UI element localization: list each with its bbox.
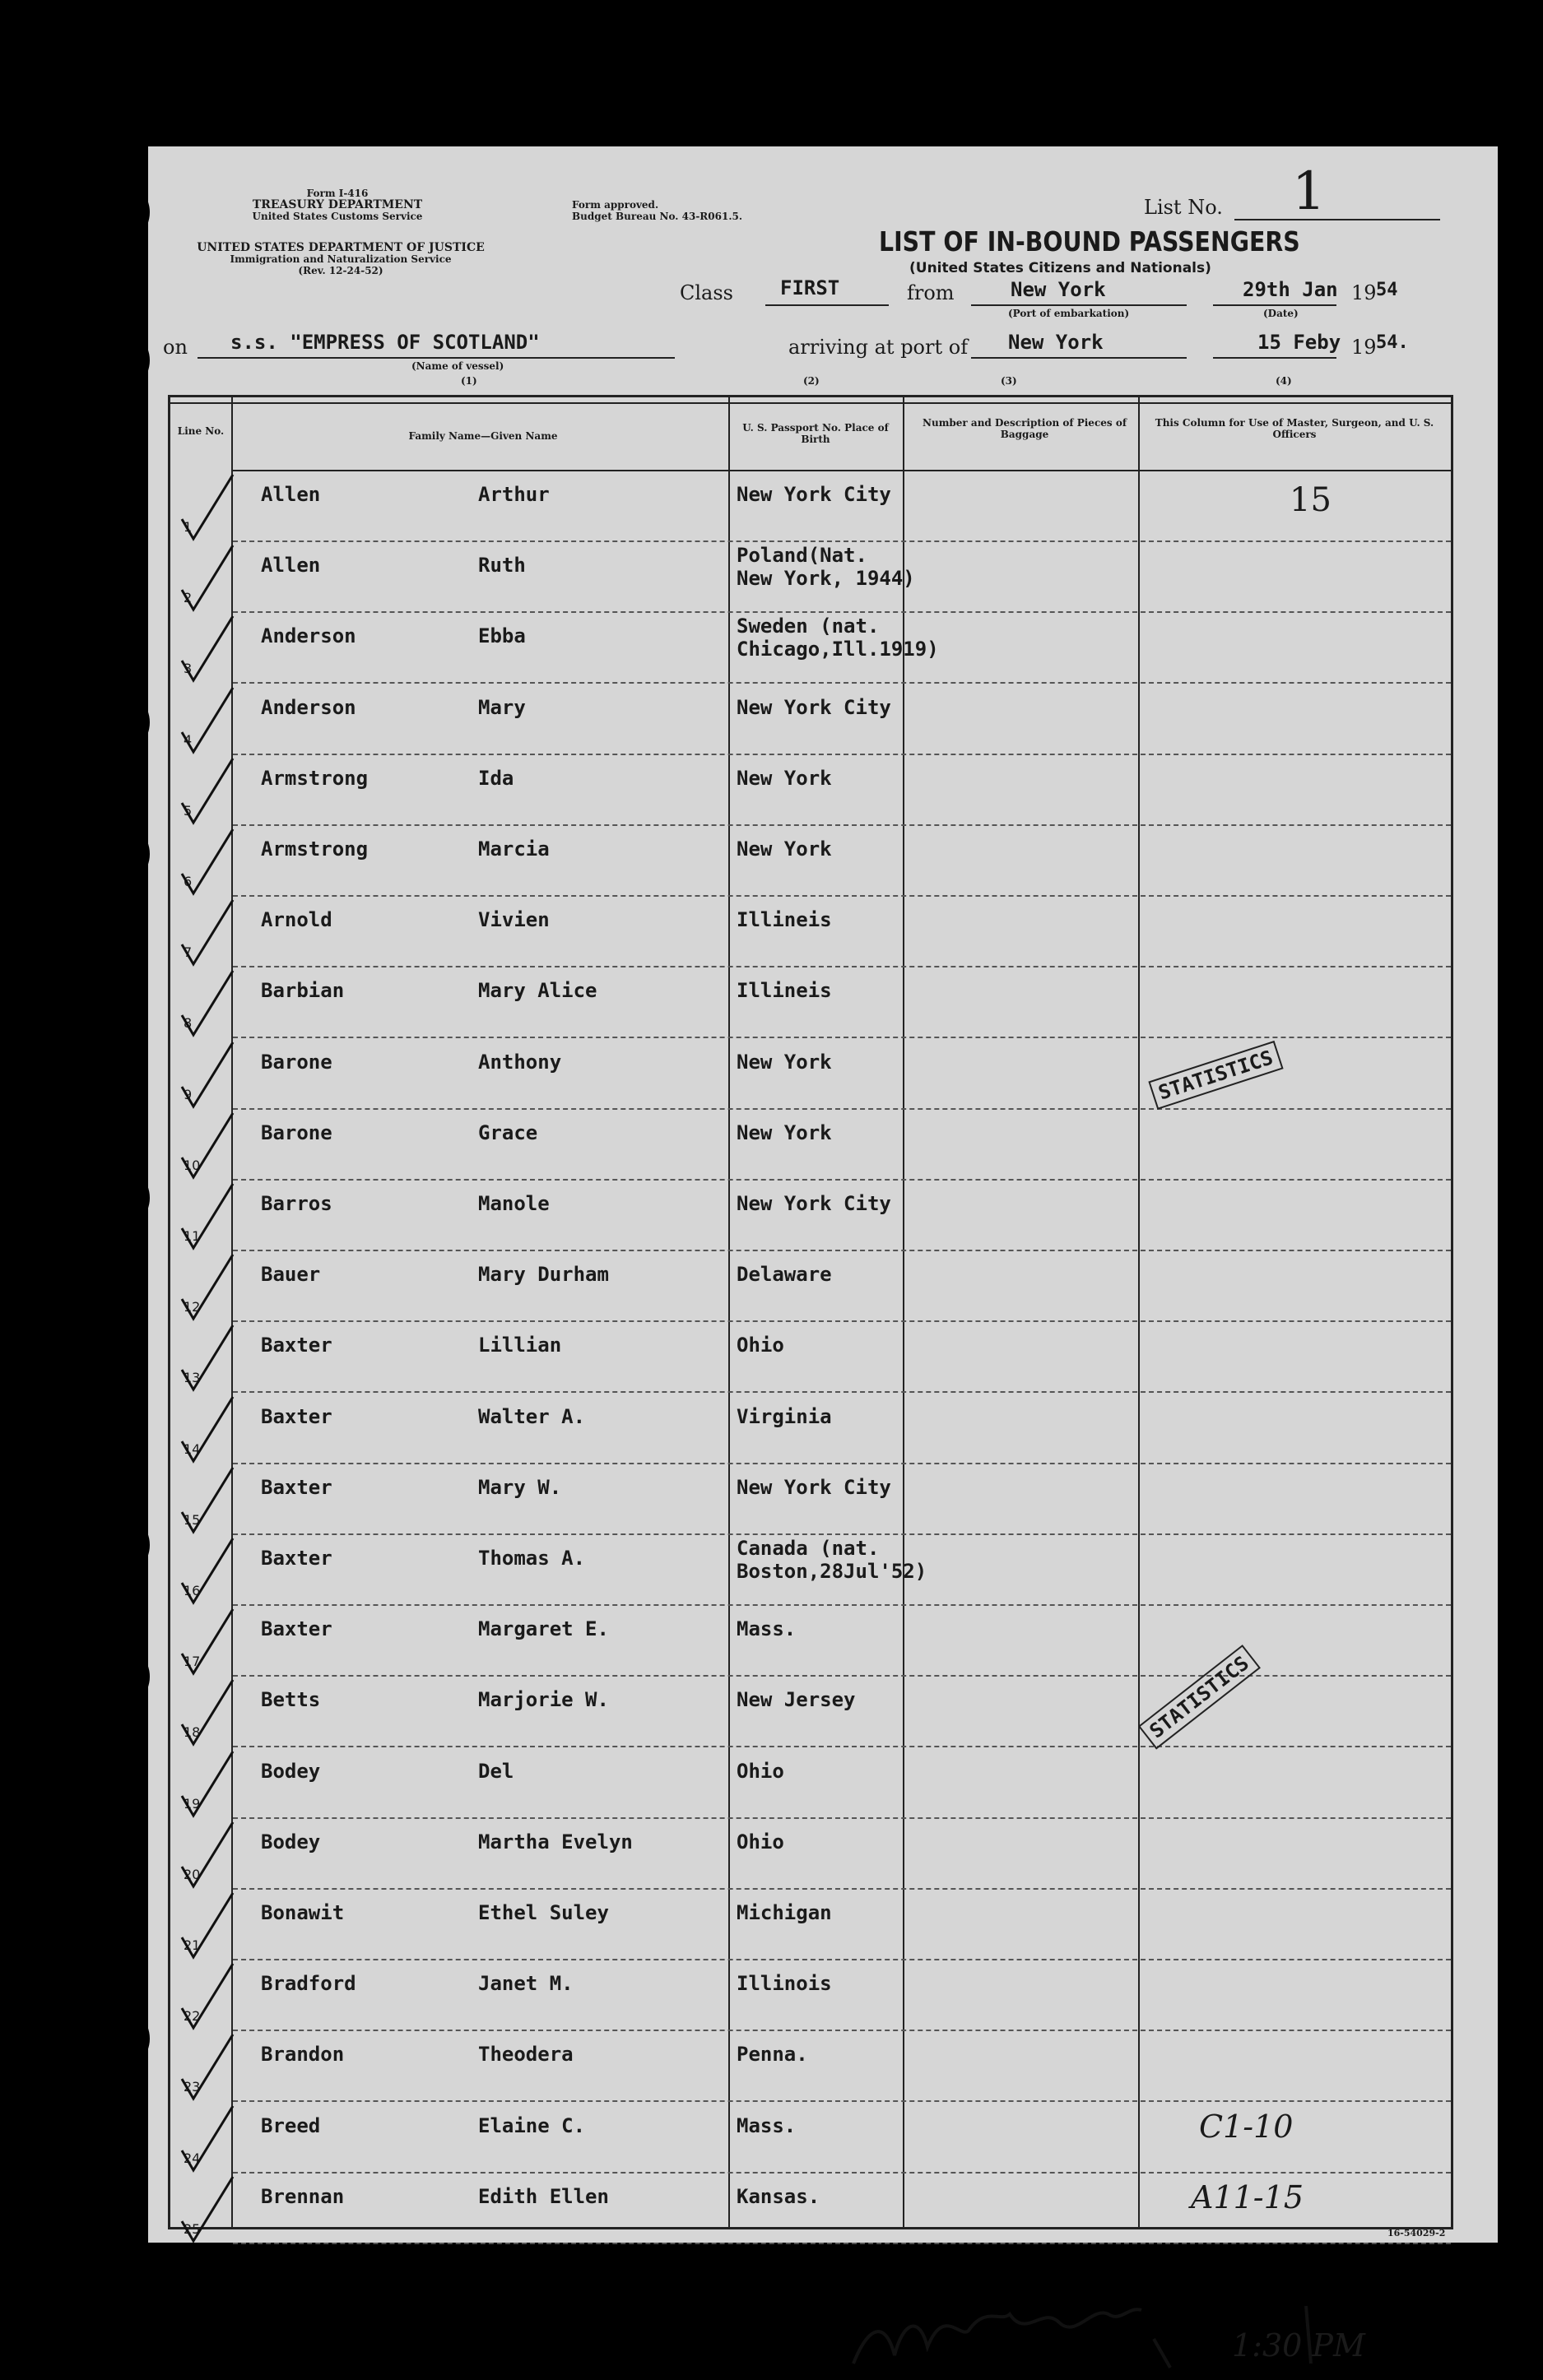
family-name: Anderson bbox=[261, 695, 356, 719]
line-number: 23 bbox=[184, 2079, 201, 2095]
family-name: Barone bbox=[261, 1120, 332, 1144]
family-name: Baxter bbox=[261, 1334, 332, 1357]
table-row bbox=[170, 1251, 1451, 1322]
family-name: Breed bbox=[261, 2113, 321, 2137]
line-number: 21 bbox=[184, 1937, 201, 1953]
check-mark-icon bbox=[175, 611, 241, 685]
family-name: Baxter bbox=[261, 1547, 332, 1570]
table-row bbox=[170, 684, 1451, 755]
given-name: Marjorie W. bbox=[478, 1688, 609, 1712]
check-mark-icon bbox=[175, 966, 241, 1040]
handwritten-time: 1:30 PM bbox=[1232, 2327, 1365, 2364]
line-number: 4 bbox=[184, 731, 193, 748]
place-of-birth: New York bbox=[737, 1050, 832, 1074]
arrival-port: New York bbox=[1008, 331, 1104, 354]
family-name: Armstrong bbox=[261, 837, 369, 861]
col-caption-4: (4) bbox=[1276, 375, 1292, 387]
departure-date: 29th Jan bbox=[1243, 278, 1338, 301]
place-of-birth: Virginia bbox=[737, 1404, 832, 1428]
given-name: Arthur bbox=[478, 483, 550, 506]
line-number: 19 bbox=[184, 1795, 201, 1812]
table-row bbox=[170, 613, 1451, 684]
family-name: Bodey bbox=[261, 1830, 321, 1853]
on-label: on bbox=[163, 336, 188, 359]
given-name: Del bbox=[478, 1759, 514, 1783]
arrival-date-rule bbox=[1213, 357, 1336, 359]
check-mark-icon bbox=[175, 2101, 241, 2175]
punch-hole bbox=[84, 179, 150, 245]
family-name: Betts bbox=[261, 1688, 321, 1712]
table-row bbox=[170, 1110, 1451, 1181]
from-value: New York bbox=[1011, 278, 1106, 301]
place-of-birth: Ohio bbox=[737, 1830, 784, 1853]
place-of-birth: Ohio bbox=[737, 1334, 784, 1357]
place-of-birth: New Jersey bbox=[737, 1688, 856, 1712]
family-name: Brennan bbox=[261, 2184, 345, 2208]
year-suffix-2: 54. bbox=[1376, 332, 1409, 353]
given-name: Mary Alice bbox=[478, 979, 597, 1003]
punch-hole bbox=[84, 1644, 150, 1710]
table-row bbox=[170, 1960, 1451, 2031]
arrival-date: 15 Feby bbox=[1257, 331, 1341, 354]
family-name: Bonawit bbox=[261, 1901, 345, 1924]
punch-hole bbox=[84, 2006, 150, 2071]
table-row bbox=[170, 1535, 1451, 1606]
passenger-count: 15 bbox=[1290, 481, 1332, 519]
place-of-birth-line2: Chicago,Ill.1919) bbox=[737, 638, 939, 661]
family-name: Barros bbox=[261, 1192, 332, 1215]
family-name: Bauer bbox=[261, 1263, 321, 1287]
family-name: Allen bbox=[261, 554, 321, 578]
given-name: Margaret E. bbox=[478, 1617, 609, 1641]
family-name: Barone bbox=[261, 1050, 332, 1074]
list-no-rule bbox=[1234, 219, 1440, 220]
punch-hole bbox=[84, 689, 150, 755]
given-name: Anthony bbox=[478, 1050, 562, 1074]
place-of-birth: Poland(Nat. bbox=[737, 544, 867, 568]
port-rule bbox=[971, 357, 1187, 359]
line-number: 1 bbox=[184, 519, 193, 535]
line-number: 17 bbox=[184, 1654, 201, 1670]
table-row bbox=[170, 755, 1451, 826]
line-number: 24 bbox=[184, 2150, 201, 2166]
punch-hole bbox=[84, 1512, 150, 1578]
family-name: Baxter bbox=[261, 1404, 332, 1428]
line-number: 11 bbox=[184, 1228, 201, 1244]
line-number: 15 bbox=[184, 1511, 201, 1528]
place-of-birth-line2: New York, 1944) bbox=[737, 567, 915, 591]
list-no-label: List No. bbox=[1144, 196, 1223, 219]
place-of-birth: New York City bbox=[737, 483, 891, 506]
given-name: Mary Durham bbox=[478, 1263, 609, 1287]
col-caption-1: (1) bbox=[461, 375, 477, 387]
handwritten-signature bbox=[845, 2290, 1339, 2380]
justice-department: UNITED STATES DEPARTMENT OF JUSTICE bbox=[197, 241, 485, 254]
place-of-birth: Mass. bbox=[737, 1617, 797, 1641]
check-mark-icon bbox=[175, 1108, 241, 1182]
place-of-birth: Canada (nat. bbox=[737, 1537, 880, 1560]
line-number: 16 bbox=[184, 1583, 201, 1598]
check-mark-icon bbox=[175, 895, 241, 969]
place-of-birth: Ohio bbox=[737, 1759, 784, 1783]
line-number: 20 bbox=[184, 1866, 201, 1882]
place-of-birth: Sweden (nat. bbox=[737, 615, 880, 638]
form-header-justice bbox=[160, 242, 522, 276]
place-of-birth: New York City bbox=[737, 1192, 891, 1215]
year-prefix-1: 19 bbox=[1351, 281, 1377, 304]
treasury-department: TREASURY DEPARTMENT bbox=[252, 198, 423, 211]
line-number: 13 bbox=[184, 1370, 201, 1386]
arriving-label: arriving at port of bbox=[788, 336, 969, 359]
form-header-left bbox=[251, 188, 424, 222]
table-top-rule bbox=[170, 402, 1451, 404]
check-mark-icon bbox=[175, 470, 241, 544]
from-rule bbox=[971, 304, 1187, 306]
check-mark-icon bbox=[175, 1392, 241, 1466]
line-number: 14 bbox=[184, 1441, 201, 1457]
check-mark-icon bbox=[175, 1533, 241, 1608]
table-row bbox=[170, 1394, 1451, 1464]
check-mark-icon bbox=[175, 1250, 241, 1324]
line-number: 10 bbox=[184, 1157, 201, 1173]
given-name: Ethel Suley bbox=[478, 1901, 609, 1924]
table-row bbox=[170, 471, 1451, 542]
family-name: Bradford bbox=[261, 1972, 356, 1996]
place-of-birth: New York City bbox=[737, 695, 891, 719]
line-number: 25 bbox=[184, 2220, 201, 2237]
family-name: Brandon bbox=[261, 2043, 345, 2067]
footer-code: 16-54029-2 bbox=[1387, 2228, 1446, 2238]
check-mark-icon bbox=[175, 1817, 241, 1891]
approval-block bbox=[572, 199, 742, 222]
customs-service: United States Customs Service bbox=[252, 211, 423, 222]
given-name: Theodera bbox=[478, 2043, 574, 2067]
check-mark-icon bbox=[175, 683, 241, 757]
vessel-rule bbox=[198, 357, 675, 359]
header-line-no: Line No. bbox=[177, 425, 225, 437]
header-name: Family Name—Given Name bbox=[408, 430, 558, 442]
page-title: LIST OF IN-BOUND PASSENGERS bbox=[879, 225, 1300, 257]
header-passport: U. S. Passport No. Place of Birth bbox=[742, 422, 889, 445]
check-mark-icon bbox=[175, 824, 241, 898]
class-rule bbox=[765, 304, 889, 306]
check-mark-icon bbox=[175, 540, 241, 615]
vessel-caption: (Name of vessel) bbox=[411, 360, 504, 372]
table-row bbox=[170, 1322, 1451, 1393]
family-name: Baxter bbox=[261, 1617, 332, 1641]
check-mark-icon bbox=[175, 754, 241, 828]
given-name: Grace bbox=[478, 1120, 538, 1144]
header-baggage: Number and Description of Pieces of Baggage bbox=[923, 417, 1127, 440]
vessel-name: s.s. "EMPRESS OF SCOTLAND" bbox=[230, 331, 540, 354]
ins-service: Immigration and Naturalization Service bbox=[230, 253, 452, 265]
table-row bbox=[170, 1748, 1451, 1819]
check-mark-icon bbox=[175, 1675, 241, 1749]
check-mark-icon bbox=[175, 1747, 241, 1821]
table-row bbox=[170, 1464, 1451, 1535]
given-name: Mary bbox=[478, 695, 526, 719]
handwritten-note: A11-15 bbox=[1191, 2179, 1304, 2215]
place-of-birth: New York bbox=[737, 837, 832, 861]
page-subtitle: (United States Citizens and Nationals) bbox=[909, 260, 1211, 276]
punch-hole bbox=[84, 327, 150, 393]
line-number: 8 bbox=[184, 1015, 193, 1032]
place-of-birth: Illineis bbox=[737, 979, 832, 1003]
line-number: 5 bbox=[184, 802, 193, 819]
table-row bbox=[170, 897, 1451, 967]
given-name: Vivien bbox=[478, 908, 550, 932]
place-of-birth: New York bbox=[737, 766, 832, 790]
family-name: Bodey bbox=[261, 1759, 321, 1783]
check-mark-icon bbox=[175, 2172, 241, 2246]
table-row bbox=[170, 1677, 1451, 1747]
place-of-birth: Illinois bbox=[737, 1972, 832, 1996]
line-number: 3 bbox=[184, 661, 193, 677]
given-name: Manole bbox=[478, 1192, 550, 1215]
family-name: Anderson bbox=[261, 624, 356, 648]
line-number: 22 bbox=[184, 2008, 201, 2025]
given-name: Martha Evelyn bbox=[478, 1830, 633, 1853]
check-mark-icon bbox=[175, 1959, 241, 2033]
col-caption-3: (3) bbox=[1001, 375, 1017, 387]
table-row bbox=[170, 542, 1451, 613]
check-mark-icon bbox=[175, 1179, 241, 1253]
check-mark-icon bbox=[175, 1037, 241, 1111]
from-caption: (Port of embarkation) bbox=[1008, 308, 1130, 319]
line-number: 9 bbox=[184, 1086, 193, 1102]
budget-bureau: Budget Bureau No. 43-R061.5. bbox=[572, 211, 743, 222]
family-name: Barbian bbox=[261, 979, 345, 1003]
date-rule bbox=[1213, 304, 1336, 306]
form-number: Form I-416 bbox=[306, 188, 369, 199]
place-of-birth: Penna. bbox=[737, 2043, 808, 2067]
statistics-stamp: STATISTICS bbox=[1148, 1041, 1283, 1110]
header-officers: This Column for Use of Master, Surgeon, and U. S. Officers bbox=[1155, 417, 1434, 440]
place-of-birth: New York City bbox=[737, 1475, 891, 1499]
line-number: 7 bbox=[184, 944, 193, 961]
handwritten-note: C1-10 bbox=[1199, 2109, 1294, 2145]
family-name: Armstrong bbox=[261, 766, 369, 790]
place-of-birth-line2: Boston,28Jul'52) bbox=[737, 1560, 927, 1583]
given-name: Ida bbox=[478, 766, 514, 790]
year-suffix-1: 54 bbox=[1376, 280, 1398, 300]
place-of-birth: Mass. bbox=[737, 2113, 797, 2137]
check-mark-icon bbox=[175, 1463, 241, 1537]
given-name: Walter A. bbox=[478, 1404, 586, 1428]
check-mark-icon bbox=[175, 1320, 241, 1394]
table-row bbox=[170, 967, 1451, 1038]
line-number: 2 bbox=[184, 590, 193, 606]
document-page bbox=[148, 146, 1498, 2364]
family-name: Arnold bbox=[261, 908, 332, 932]
class-label: Class bbox=[680, 281, 733, 304]
line-number: 12 bbox=[184, 1299, 201, 1315]
list-no-value: 1 bbox=[1292, 161, 1326, 222]
given-name: Elaine C. bbox=[478, 2113, 586, 2137]
place-of-birth: Kansas. bbox=[737, 2184, 820, 2208]
given-name: Thomas A. bbox=[478, 1547, 586, 1570]
form-revision: (Rev. 12-24-52) bbox=[298, 265, 383, 276]
statistics-stamp: STATISTICS bbox=[1138, 1645, 1261, 1749]
family-name: Baxter bbox=[261, 1475, 332, 1499]
given-name: Marcia bbox=[478, 837, 550, 861]
punch-hole bbox=[84, 821, 150, 887]
class-value: FIRST bbox=[780, 276, 840, 299]
table-row bbox=[170, 1890, 1451, 1960]
col-caption-2: (2) bbox=[803, 375, 820, 387]
line-number: 6 bbox=[184, 874, 193, 889]
given-name: Edith Ellen bbox=[478, 2184, 609, 2208]
given-name: Ruth bbox=[478, 554, 526, 578]
date-caption: (Date) bbox=[1263, 308, 1299, 319]
place-of-birth: Delaware bbox=[737, 1263, 832, 1287]
check-mark-icon bbox=[175, 1888, 241, 1962]
family-name: Allen bbox=[261, 483, 321, 506]
from-label: from bbox=[907, 281, 955, 304]
given-name: Janet M. bbox=[478, 1972, 574, 1996]
year-prefix-2: 19 bbox=[1351, 336, 1377, 359]
table-row bbox=[170, 1819, 1451, 1890]
given-name: Ebba bbox=[478, 624, 526, 648]
given-name: Lillian bbox=[478, 1334, 562, 1357]
punch-hole bbox=[84, 1165, 150, 1231]
table-row bbox=[170, 1181, 1451, 1251]
place-of-birth: Michigan bbox=[737, 1901, 832, 1924]
row-rule bbox=[233, 2243, 1451, 2244]
form-approved: Form approved. bbox=[572, 199, 659, 211]
place-of-birth: Illineis bbox=[737, 908, 832, 932]
line-number: 18 bbox=[184, 1724, 201, 1741]
table-row bbox=[170, 2031, 1451, 2102]
check-mark-icon bbox=[175, 1604, 241, 1678]
check-mark-icon bbox=[175, 2030, 241, 2104]
table-row bbox=[170, 826, 1451, 897]
place-of-birth: New York bbox=[737, 1120, 832, 1144]
given-name: Mary W. bbox=[478, 1475, 562, 1499]
